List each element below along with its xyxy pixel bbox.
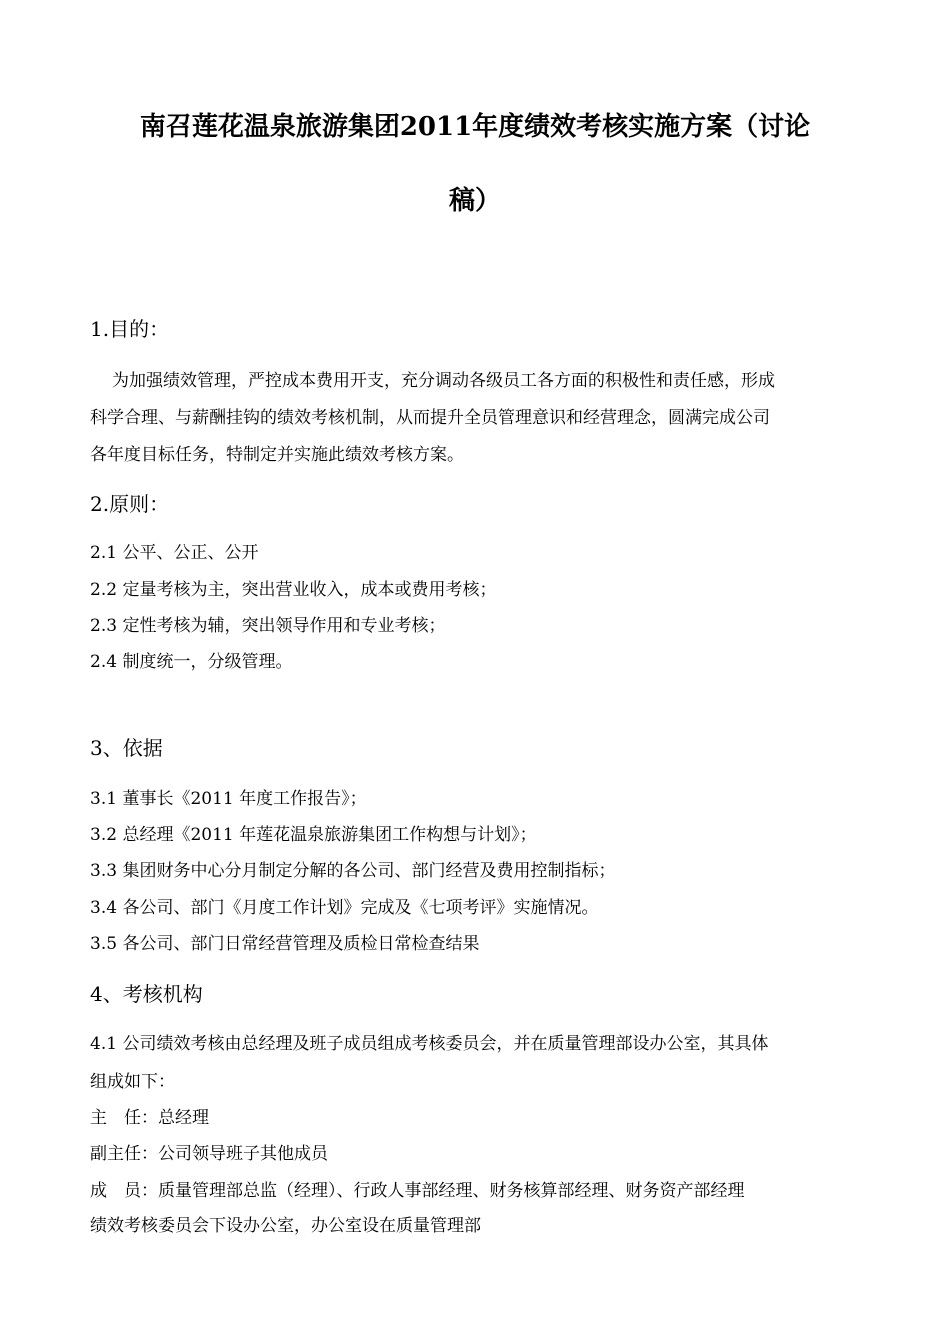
basis-item: 3.2 总经理《2011 年莲花温泉旅游集团工作构想与计划》；	[90, 825, 537, 845]
principle-item: 2.2 定量考核为主，突出营业收入，成本或费用考核；	[90, 580, 497, 600]
basis-item: 3.5 各公司、部门日常经营管理及质检日常检查结果	[90, 934, 480, 954]
principle-item: 2.1 公平、公正、公开	[90, 543, 259, 563]
document-title-line-2: 稿）	[448, 186, 501, 216]
principle-item: 2.3 定性考核为辅，突出领导作用和专业考核；	[90, 616, 446, 636]
purpose-line-3: 各年度目标任务，特制定并实施此绩效考核方案。	[90, 445, 464, 465]
purpose-line-1: 为加强绩效管理，严控成本费用开支，充分调动各级员工各方面的积极性和责任感，形成	[112, 371, 775, 391]
organization-deputy-director: 副主任：公司领导班子其他成员	[90, 1144, 328, 1164]
section-heading-principles: 2.原则：	[90, 492, 170, 516]
section-heading-basis: 3、依据	[90, 736, 163, 760]
basis-item: 3.1 董事长《2011 年度工作报告》；	[90, 789, 367, 809]
section-heading-organization: 4、考核机构	[90, 982, 203, 1006]
organization-line: 组成如下：	[90, 1072, 175, 1092]
basis-item: 3.3 集团财务中心分月制定分解的各公司、部门经营及费用控制指标；	[90, 861, 616, 881]
organization-line: 4.1 公司绩效考核由总经理及班子成员组成考核委员会，并在质量管理部设办公室，其具体	[90, 1034, 769, 1054]
section-heading-purpose: 1.目的：	[90, 317, 170, 341]
organization-members: 成 员：质量管理部总监（经理）、行政人事部经理、财务核算部经理、财务资产部经理	[90, 1181, 745, 1201]
principle-item: 2.4 制度统一，分级管理。	[90, 652, 293, 672]
organization-director: 主 任：总经理	[90, 1108, 209, 1128]
basis-item: 3.4 各公司、部门《月度工作计划》完成及《七项考评》实施情况。	[90, 898, 599, 918]
purpose-line-2: 科学合理、与薪酬挂钩的绩效考核机制，从而提升全员管理意识和经营理念，圆满完成公司	[90, 408, 770, 428]
organization-office: 绩效考核委员会下设办公室，办公室设在质量管理部	[90, 1216, 481, 1236]
document-title-line-1: 南召莲花温泉旅游集团2011年度绩效考核实施方案（讨论	[139, 112, 811, 142]
